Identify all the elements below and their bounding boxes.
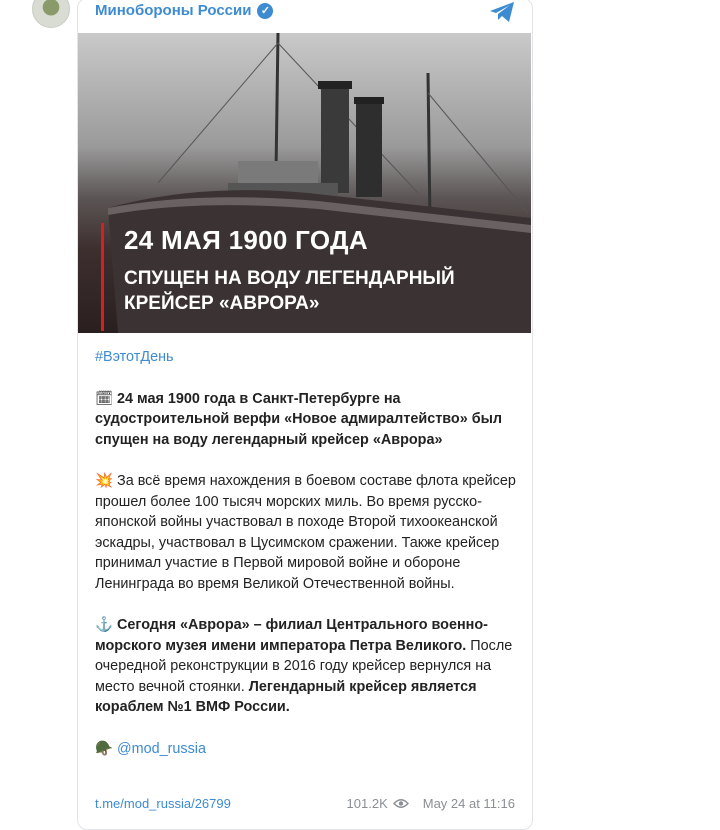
telegram-plane-icon[interactable] [488,0,516,24]
post-url-link[interactable]: t.me/mod_russia/26799 [95,796,231,811]
paragraph-1: 24 мая 1900 года в Санкт-Петербурге на судостроительной верфи «Новое адмиралтейство» был спущен на воду легендарный крейсер «Аврора» [95,390,503,448]
channel-mention-link[interactable]: @mod_russia [117,740,206,757]
photo-title: 24 МАЯ 1900 ГОДА [124,225,368,255]
views-counter [347,796,409,811]
post-text [95,347,525,759]
post-photo[interactable] [78,33,531,333]
channel-name[interactable]: Минобороны России [95,2,252,19]
collision-icon: 💥 [95,473,113,489]
paragraph-2: За всё время нахождения в боевом составе флота крейсер прошел более 100 тысяч морских миль. Во время русско-японской войны участвовал в походе Второй тихоокеанской эскадры, участвовал в Цусимском сражении. Также крейсер принимал участие в Первой мировой войне и обороне Ленинграда во время Великой Отечественной войны. [95,473,516,592]
paragraph-3-text: После очередной реконструкции в 2016 году крейсер вернулся на место вечной стоянки. [95,637,513,695]
hashtag-link[interactable]: #ВэтотДень [95,349,174,365]
channel-header [95,2,273,19]
post-footer [95,796,515,811]
calendar-icon: 🗓 [95,390,114,407]
eye-icon [393,798,409,809]
photo-subtitle: СПУЩЕН НА ВОДУ ЛЕГЕНДАРНЫЙ КРЕЙСЕР «АВРОРА» [124,268,455,314]
paragraph-3-bold-lead: Сегодня «Аврора» – филиал Центрального военно-морского музея имени императора Петра Великого. [95,617,488,654]
headline-accent-bar [101,223,104,331]
post-date[interactable]: May 24 at 11:16 [422,796,515,811]
verified-check-icon: ✓ [257,3,273,19]
soldier-icon: 🪖 [95,740,113,757]
paragraph-3-bold-tail: Легендарный крейсер является кораблем №1 ВМФ России. [95,678,477,715]
views-count: 101.2K [346,796,388,811]
channel-avatar[interactable] [32,0,70,28]
anchor-icon: ⚓ [95,617,113,633]
